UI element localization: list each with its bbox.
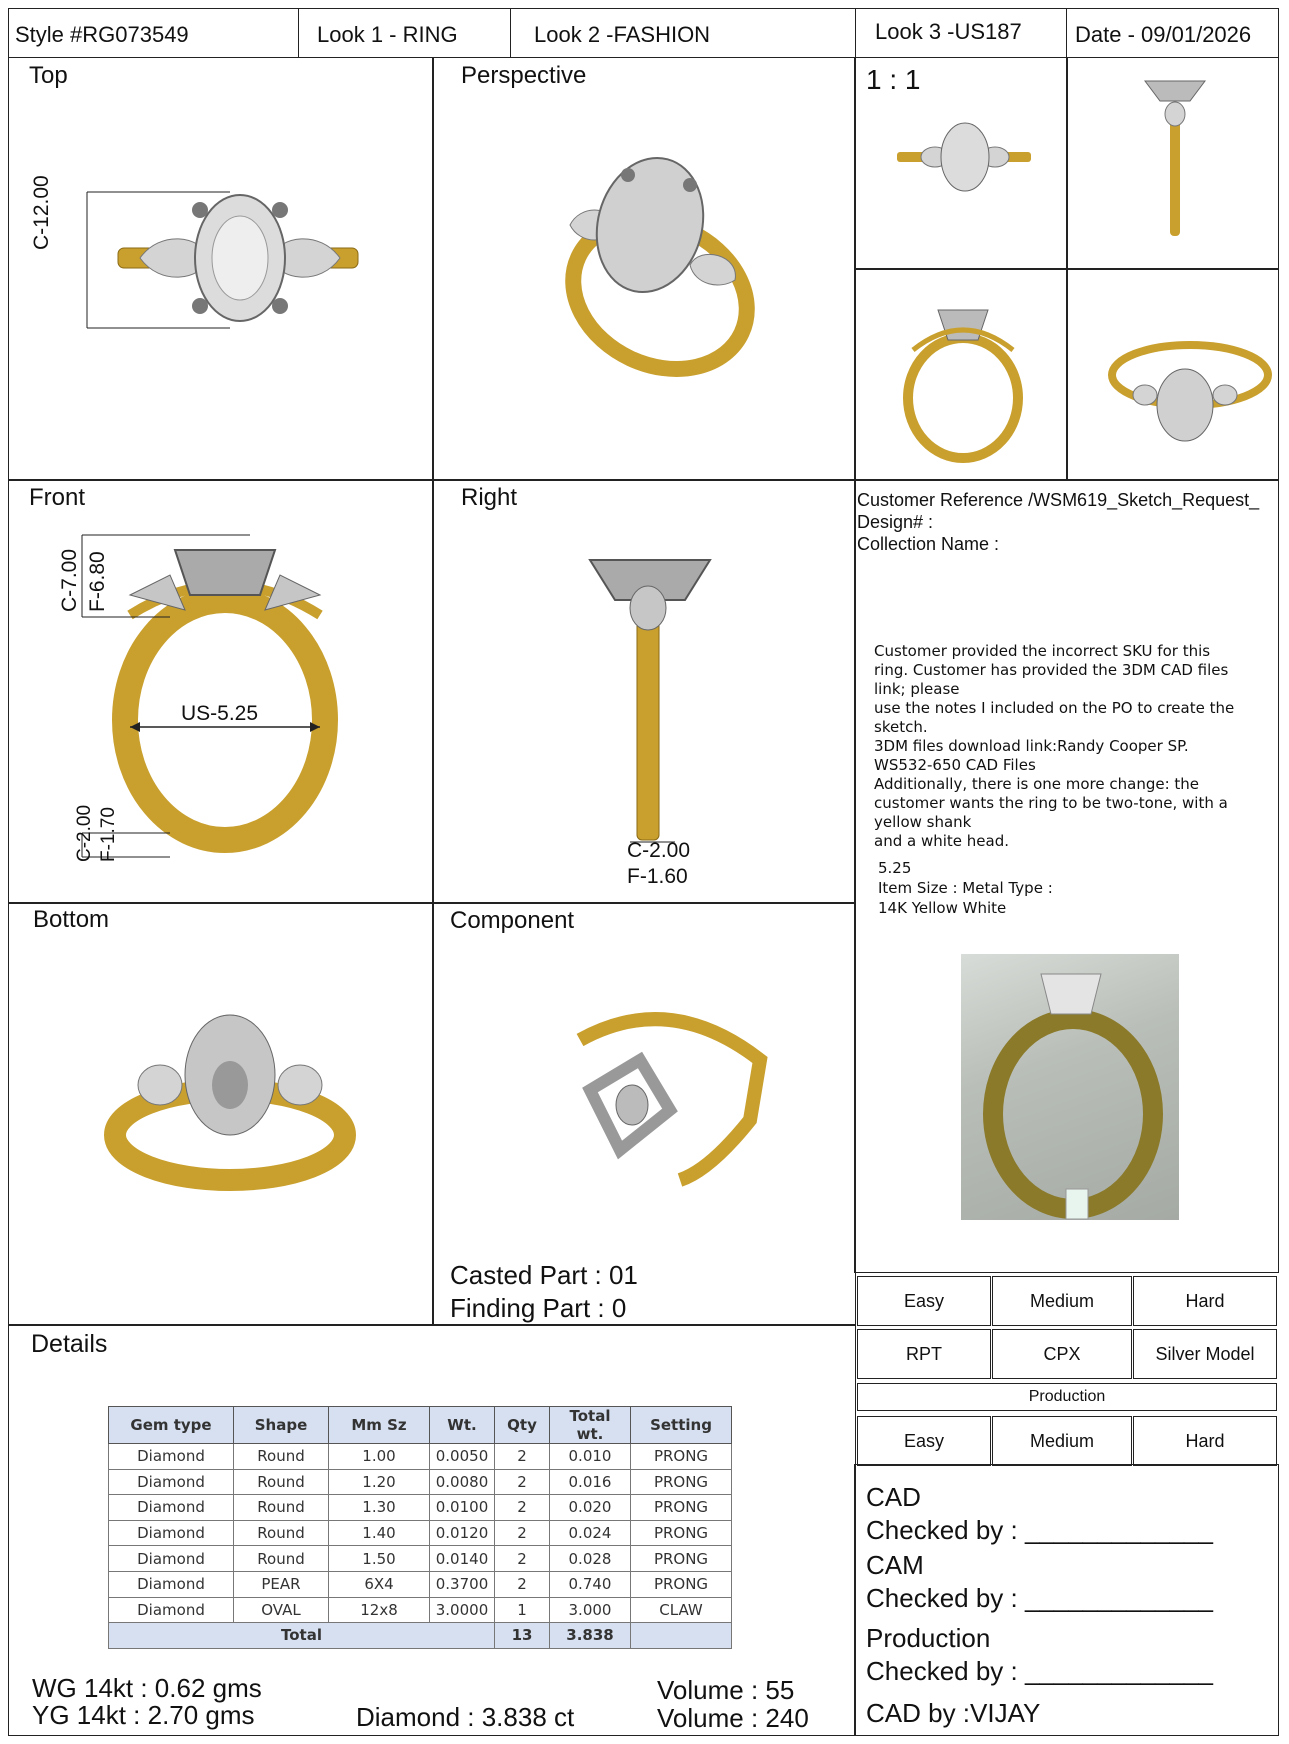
item-size-value: 5.25	[878, 859, 912, 877]
cell-qty: 2	[495, 1495, 550, 1521]
difficulty-easy[interactable]: Easy	[857, 1276, 991, 1326]
look-2: Look 2 -FASHION	[534, 22, 711, 47]
cell-mm-size: 1.50	[329, 1546, 430, 1572]
label-bottom: Bottom	[33, 906, 110, 933]
reference-photo	[961, 954, 1179, 1220]
type-silver-model[interactable]: Silver Model	[1133, 1329, 1277, 1379]
table-row	[109, 1495, 732, 1521]
white-gold-weight: WG 14kt : 0.62 gms	[32, 1673, 262, 1703]
dim-front-bottom-f: F-1.70	[98, 807, 119, 862]
cell-mm-size: 1.20	[329, 1469, 430, 1495]
finding-part: Finding Part : 0	[450, 1293, 627, 1323]
cell-gem-type: Diamond	[109, 1469, 234, 1495]
cell-setting: PRONG	[631, 1469, 732, 1495]
label-right: Right	[461, 484, 518, 511]
cell-weight: 0.0120	[430, 1520, 495, 1546]
cell-gem-type: Diamond	[109, 1444, 234, 1470]
cad-label: CAD	[866, 1482, 921, 1512]
label-front: Front	[29, 484, 86, 511]
cell-setting: CLAW	[631, 1597, 732, 1623]
col-shape: Shape	[234, 1407, 329, 1444]
cell-mm-size: 12x8	[329, 1597, 430, 1623]
cell-mm-size: 6X4	[329, 1571, 430, 1597]
col-mm-size: Mm Sz	[329, 1407, 430, 1444]
table-total-row	[109, 1623, 732, 1649]
cell-qty: 1	[495, 1597, 550, 1623]
ring-bottom-view	[100, 1005, 360, 1205]
cell-shape: Round	[234, 1546, 329, 1572]
ring-right-view	[585, 520, 715, 850]
ring-thumb-side	[1140, 66, 1210, 241]
cell-total-weight: 0.020	[550, 1495, 631, 1521]
total-label: Total	[109, 1623, 495, 1649]
cell-qty: 2	[495, 1546, 550, 1572]
dim-right-c: C-2.00	[627, 839, 691, 862]
label-perspective: Perspective	[461, 62, 587, 89]
cell-qty: 2	[495, 1520, 550, 1546]
cell-total-weight: 0.010	[550, 1444, 631, 1470]
label-component: Component	[450, 907, 575, 934]
dim-top-height: C-12.00	[30, 175, 53, 250]
difficulty-medium[interactable]: Medium	[992, 1276, 1132, 1326]
cell-total-weight: 0.016	[550, 1469, 631, 1495]
item-size-label: Item Size : Metal Type :	[878, 879, 1053, 897]
col-qty: Qty	[495, 1407, 550, 1444]
dim-front-c: C-7.00	[58, 548, 81, 612]
cell-gem-type: Diamond	[109, 1597, 234, 1623]
cell-weight: 0.0100	[430, 1495, 495, 1521]
cell-weight: 3.0000	[430, 1597, 495, 1623]
table-row	[109, 1520, 732, 1546]
cell-weight: 0.0140	[430, 1546, 495, 1572]
look-1: Look 1 - RING	[317, 22, 458, 47]
cell-shape: Round	[234, 1495, 329, 1521]
header-divider-1	[298, 8, 299, 58]
gem-table-header	[109, 1407, 732, 1444]
yellow-gold-weight: YG 14kt : 2.70 gms	[32, 1700, 255, 1730]
production-hard[interactable]: Hard	[1133, 1416, 1277, 1466]
production-label: Production	[857, 1383, 1277, 1411]
ring-thumb-top	[895, 120, 1035, 200]
dim-front-bottom-c: C-2.00	[74, 804, 95, 862]
volume-2: Volume : 240	[657, 1703, 809, 1733]
table-row	[109, 1444, 732, 1470]
dim-right-f: F-1.60	[627, 865, 688, 888]
ring-component-view	[560, 1000, 780, 1190]
table-row	[109, 1546, 732, 1572]
cell-total-weight: 0.740	[550, 1571, 631, 1597]
production-easy[interactable]: Easy	[857, 1416, 991, 1466]
cad-by: CAD by :VIJAY	[866, 1698, 1041, 1728]
ring-perspective-view	[540, 165, 780, 385]
cell-gem-type: Diamond	[109, 1546, 234, 1572]
cell-gem-type: Diamond	[109, 1571, 234, 1597]
cell-qty: 2	[495, 1469, 550, 1495]
table-row	[109, 1597, 732, 1623]
table-row	[109, 1469, 732, 1495]
header-divider-2	[510, 8, 511, 58]
total-empty	[631, 1623, 732, 1649]
ring-thumb-front	[893, 280, 1033, 465]
type-rpt[interactable]: RPT	[857, 1329, 991, 1379]
diamond-total: Diamond : 3.838 ct	[356, 1702, 575, 1732]
total-weight: 3.838	[550, 1623, 631, 1649]
cell-gem-type: Diamond	[109, 1495, 234, 1521]
cell-shape: Round	[234, 1520, 329, 1546]
cell-total-weight: 0.028	[550, 1546, 631, 1572]
total-qty: 13	[495, 1623, 550, 1649]
cell-weight: 0.3700	[430, 1571, 495, 1597]
cell-setting: PRONG	[631, 1520, 732, 1546]
casted-part: Casted Part : 01	[450, 1260, 638, 1290]
ring-thumb-perspective	[1105, 335, 1275, 450]
cell-total-weight: 0.024	[550, 1520, 631, 1546]
cad-checked-by: Checked by : _____________	[866, 1515, 1213, 1545]
reference-ring-photo	[961, 954, 1179, 1220]
metal-type: 14K Yellow White	[878, 899, 1007, 917]
cell-mm-size: 1.30	[329, 1495, 430, 1521]
collection-name: Collection Name :	[857, 534, 1000, 554]
cam-checked-by: Checked by : _____________	[866, 1583, 1213, 1613]
production-medium[interactable]: Medium	[992, 1416, 1132, 1466]
cell-setting: PRONG	[631, 1546, 732, 1572]
cell-setting: PRONG	[631, 1495, 732, 1521]
cell-mm-size: 1.40	[329, 1520, 430, 1546]
cell-qty: 2	[495, 1571, 550, 1597]
production-check-label: Production	[866, 1623, 991, 1653]
type-cpx[interactable]: CPX	[992, 1329, 1132, 1379]
ring-top-view	[40, 180, 380, 340]
header-divider-3	[855, 8, 856, 58]
production-checked-by: Checked by : _____________	[866, 1656, 1213, 1686]
cell-total-weight: 3.000	[550, 1597, 631, 1623]
table-row	[109, 1571, 732, 1597]
details-title: Details	[31, 1330, 108, 1358]
cell-shape: Round	[234, 1444, 329, 1470]
label-scale: 1 : 1	[866, 64, 921, 95]
date: Date - 09/01/2026	[1075, 22, 1252, 47]
cell-shape: Round	[234, 1469, 329, 1495]
col-setting: Setting	[631, 1407, 732, 1444]
cam-label: CAM	[866, 1550, 924, 1580]
gem-table	[108, 1406, 732, 1649]
cell-setting: PRONG	[631, 1571, 732, 1597]
cell-gem-type: Diamond	[109, 1520, 234, 1546]
style-number: Style #RG073549	[15, 22, 189, 47]
difficulty-hard[interactable]: Hard	[1133, 1276, 1277, 1326]
cell-weight: 0.0050	[430, 1444, 495, 1470]
cell-shape: PEAR	[234, 1571, 329, 1597]
cell-weight: 0.0080	[430, 1469, 495, 1495]
volume-1: Volume : 55	[657, 1675, 795, 1705]
customer-notes: Customer provided the incorrect SKU for this ring. Customer has provided the 3DM CAD files link; please use the notes I included on the PO to create the sketch. 3DM files download link:Randy Cooper SP. WS532-650 CAD Files Additionally, there is one more change: the customer wants the ring to be two-tone, with a yellow shank and a white head.	[874, 642, 1235, 850]
header-divider-4	[1066, 8, 1067, 58]
label-top: Top	[29, 62, 68, 89]
cell-mm-size: 1.00	[329, 1444, 430, 1470]
cell-qty: 2	[495, 1444, 550, 1470]
cell-setting: PRONG	[631, 1444, 732, 1470]
look-3: Look 3 -US187	[875, 19, 1022, 44]
col-total-weight: Total wt.	[550, 1407, 631, 1444]
cell-shape: OVAL	[234, 1597, 329, 1623]
dim-front-f: F-6.80	[86, 551, 109, 612]
col-gem-type: Gem type	[109, 1407, 234, 1444]
customer-reference: Customer Reference /WSM619_Sketch_Request_	[857, 490, 1260, 510]
dim-front-size: US-5.25	[181, 702, 259, 725]
design-number: Design# :	[857, 512, 934, 532]
col-weight: Wt.	[430, 1407, 495, 1444]
